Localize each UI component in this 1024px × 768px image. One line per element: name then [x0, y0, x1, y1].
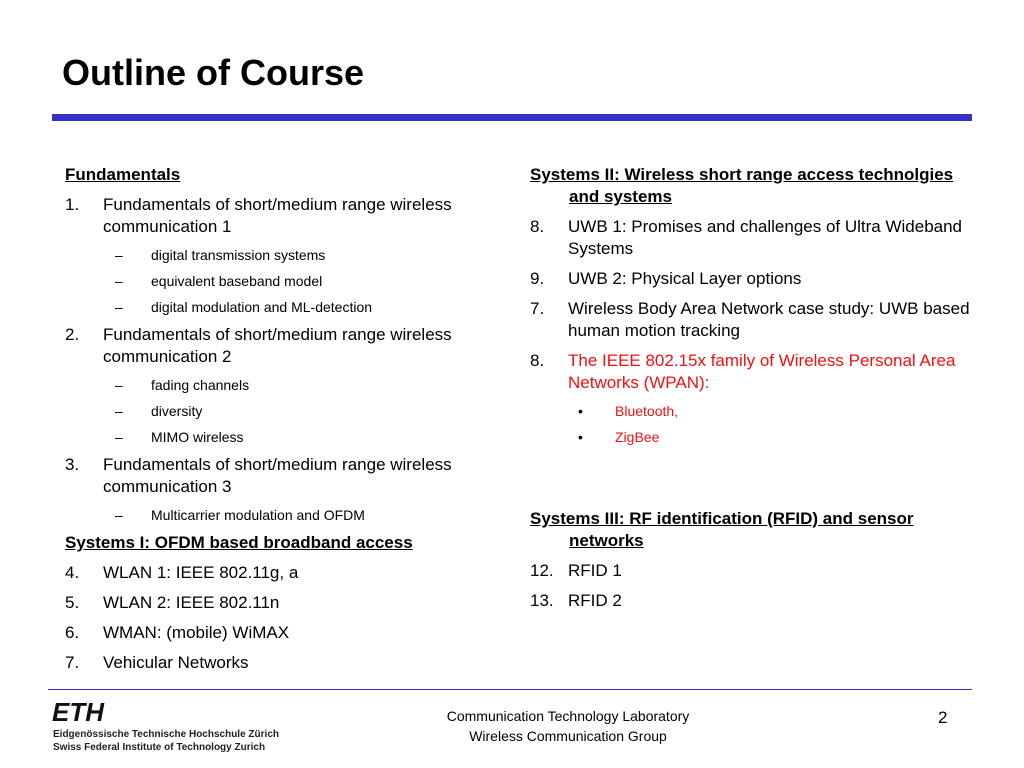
- bullet-marker: •: [578, 429, 583, 445]
- dash-marker: –: [115, 273, 123, 289]
- bullet-text: Bluetooth,: [615, 403, 679, 419]
- section-heading-systems-3: Systems III: RF identification (RFID) and sensor networks: [530, 509, 914, 550]
- item-text: Vehicular Networks: [103, 653, 249, 672]
- eth-logo-text: ETH: [52, 700, 104, 724]
- sub-item: [65, 376, 495, 394]
- sub-item: [65, 402, 495, 420]
- item-number: 6.: [65, 623, 80, 642]
- sub-item: [65, 272, 495, 290]
- dash-marker: –: [115, 507, 123, 523]
- sub-item: [65, 506, 495, 524]
- dash-marker: –: [115, 299, 123, 315]
- item-number: 9.: [530, 269, 545, 288]
- list-item: [65, 562, 495, 584]
- section-heading-systems-1: Systems I: OFDM based broadband access: [65, 533, 413, 552]
- footer-lab: Communication Technology Laboratory: [446, 708, 690, 724]
- sub-item-text: fading channels: [151, 377, 250, 393]
- bullet-item: [530, 428, 970, 446]
- right-column: [530, 164, 970, 612]
- sub-item-text: Multicarrier modulation and OFDM: [151, 507, 365, 523]
- item-number: 1.: [65, 195, 80, 214]
- item-number: 13.: [530, 591, 554, 610]
- eth-logo-mark: [52, 700, 122, 724]
- item-text: WLAN 2: IEEE 802.11n: [103, 593, 280, 612]
- item-text: Fundamentals of short/medium range wireless communication 3: [103, 455, 452, 496]
- list-item: [65, 194, 495, 238]
- sub-item-text: MIMO wireless: [151, 429, 244, 445]
- list-item: [65, 324, 495, 368]
- slide-title: Outline of Course: [62, 52, 365, 93]
- sub-item: [65, 298, 495, 316]
- list-item: [530, 590, 970, 612]
- title-divider: [52, 114, 972, 121]
- item-text: UWB 2: Physical Layer options: [568, 269, 802, 288]
- item-number: 7.: [65, 653, 80, 672]
- sub-item-text: diversity: [151, 403, 203, 419]
- section-heading-fundamentals: Fundamentals: [65, 165, 181, 184]
- item-text: WMAN: (mobile) WiMAX: [103, 623, 290, 642]
- bullet-item: [530, 402, 970, 420]
- logo-line-german: Eidgenössische Technische Hochschule Zürich: [53, 729, 279, 740]
- item-text: Wireless Body Area Network case study: UWB based human motion tracking: [568, 299, 970, 340]
- item-number: 2.: [65, 325, 80, 344]
- bullet-marker: •: [578, 403, 583, 419]
- item-text: WLAN 1: IEEE 802.11g, a: [103, 563, 299, 582]
- item-text: RFID 1: [568, 561, 622, 580]
- list-item: [65, 592, 495, 614]
- list-item: [530, 268, 970, 290]
- item-number: 8.: [530, 351, 545, 370]
- logo-line-english: Swiss Federal Institute of Technology Zurich: [53, 742, 266, 753]
- left-column: [65, 164, 495, 674]
- item-text: Fundamentals of short/medium range wireless communication 2: [103, 325, 452, 366]
- footer-affiliation: [398, 706, 738, 746]
- item-text: RFID 2: [568, 591, 622, 610]
- item-number: 4.: [65, 563, 80, 582]
- list-item: [65, 454, 495, 498]
- list-item: [530, 298, 970, 342]
- item-number: 3.: [65, 455, 80, 474]
- item-text: The IEEE 802.15x family of Wireless Personal Area Networks (WPAN):: [568, 351, 956, 392]
- dash-marker: –: [115, 429, 123, 445]
- page-number: 2: [938, 708, 948, 727]
- item-number: 5.: [65, 593, 80, 612]
- list-item: [65, 652, 495, 674]
- list-item-highlighted: [530, 350, 970, 394]
- bullet-text: ZigBee: [615, 429, 660, 445]
- item-number: 8.: [530, 217, 545, 236]
- sub-item-text: digital transmission systems: [151, 247, 326, 263]
- sub-item-text: equivalent baseband model: [151, 273, 323, 289]
- dash-marker: –: [115, 403, 123, 419]
- eth-logo: [52, 700, 277, 758]
- item-text: UWB 1: Promises and challenges of Ultra Wideband Systems: [568, 217, 963, 258]
- item-number: 12.: [530, 561, 554, 580]
- sub-item: [65, 246, 495, 264]
- section-heading-systems-2: Systems II: Wireless short range access technolgies and systems: [530, 165, 954, 206]
- sub-item: [65, 428, 495, 446]
- item-text: Fundamentals of short/medium range wireless communication 1: [103, 195, 452, 236]
- item-number: 7.: [530, 299, 545, 318]
- footer-divider: [48, 689, 972, 690]
- dash-marker: –: [115, 377, 123, 393]
- list-item: [65, 622, 495, 644]
- list-item: [530, 216, 970, 260]
- dash-marker: –: [115, 247, 123, 263]
- footer-group: Wireless Communication Group: [469, 728, 667, 744]
- list-item: [530, 560, 970, 582]
- sub-item-text: digital modulation and ML-detection: [151, 299, 373, 315]
